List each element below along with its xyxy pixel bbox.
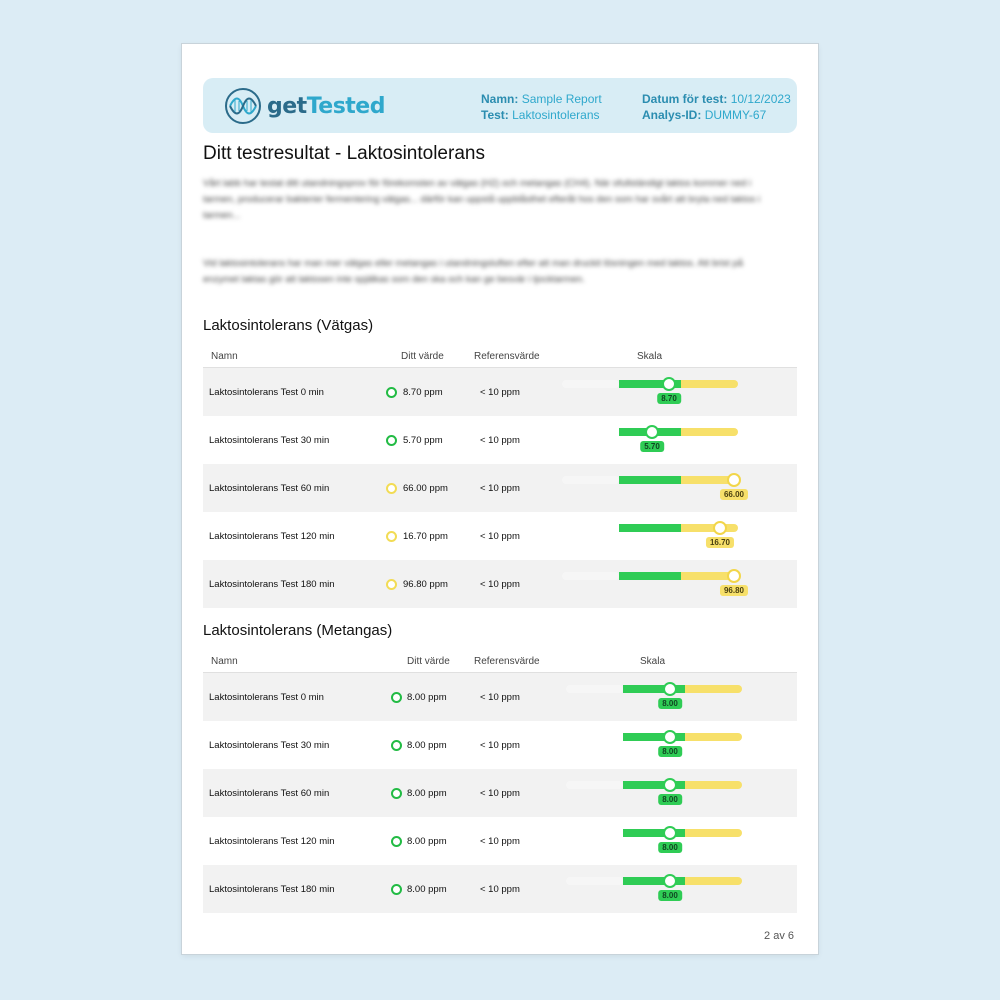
scale-marker bbox=[663, 874, 677, 888]
row-name: Laktosintolerans Test 120 min bbox=[209, 531, 335, 542]
status-dot-icon bbox=[391, 836, 402, 847]
table-row bbox=[203, 673, 797, 721]
table-header bbox=[203, 652, 797, 673]
scale-value-tag: 8.70 bbox=[657, 393, 681, 404]
scale-marker bbox=[663, 778, 677, 792]
scale-marker bbox=[663, 730, 677, 744]
scale-bar bbox=[566, 865, 746, 913]
scale-track-high bbox=[681, 428, 738, 436]
scale-track-low bbox=[566, 877, 623, 885]
name-label: Namn: bbox=[481, 92, 519, 106]
row-name: Laktosintolerans Test 30 min bbox=[209, 740, 330, 751]
row-reference: < 10 ppm bbox=[480, 740, 520, 751]
status-dot-icon bbox=[386, 483, 397, 494]
scale-marker bbox=[727, 569, 741, 583]
row-value: 16.70 ppm bbox=[403, 531, 448, 542]
gettested-logo bbox=[223, 86, 385, 126]
section-title-metangas: Laktosintolerans (Metangas) bbox=[203, 622, 393, 639]
scale-bar bbox=[562, 368, 742, 416]
scale-value-tag: 8.00 bbox=[658, 890, 682, 901]
table-row bbox=[203, 865, 797, 913]
scale-track-normal bbox=[619, 524, 681, 532]
dna-logo-icon bbox=[223, 86, 263, 126]
scale-track-normal bbox=[619, 572, 681, 580]
row-reference: < 10 ppm bbox=[480, 788, 520, 799]
row-name: Laktosintolerans Test 180 min bbox=[209, 884, 335, 895]
row-name: Laktosintolerans Test 60 min bbox=[209, 788, 330, 799]
scale-track-low bbox=[566, 781, 623, 789]
scale-bar bbox=[566, 673, 746, 721]
page-title: Ditt testresultat - Laktosintolerans bbox=[203, 143, 485, 164]
status-dot-icon bbox=[391, 740, 402, 751]
table-row bbox=[203, 769, 797, 817]
row-value: 8.70 ppm bbox=[403, 387, 443, 398]
status-dot-icon bbox=[386, 387, 397, 398]
row-reference: < 10 ppm bbox=[480, 531, 520, 542]
blurred-paragraph: Vid laktosintolerans har man mer vätgas eller metangas i utandningsluften efter att man druckit lösningen med laktos. Att brist på enzymet laktas gör att laktosen inte spjälkas som den ska och kan ge besvär i tjocktarmen. bbox=[203, 258, 744, 285]
row-name: Laktosintolerans Test 0 min bbox=[209, 387, 324, 398]
scale-track-low bbox=[562, 572, 619, 580]
scale-marker bbox=[662, 377, 676, 391]
scale-track-low bbox=[562, 476, 619, 484]
status-dot-icon bbox=[391, 788, 402, 799]
scale-bar bbox=[566, 817, 746, 865]
scale-bar bbox=[562, 560, 745, 608]
logo-tested: Tested bbox=[306, 93, 385, 119]
blurred-paragraph: Vårt labb har testat ditt utandningsprov för förekomsten av vätgas (H2) och metangas (CH4). När ofullständigt laktos kommer ned i tarmen, producerar bakterier fermentering vätgas... därför kan uppstå uppblåsthet efteråt hos den som har svårt att bryta ned laktos i tarmen... bbox=[203, 178, 761, 221]
header-name: Namn bbox=[211, 656, 238, 667]
row-value: 96.80 ppm bbox=[403, 579, 448, 590]
scale-track-high bbox=[685, 733, 742, 741]
header-name: Namn bbox=[211, 351, 238, 362]
report-header bbox=[203, 78, 797, 133]
table-row bbox=[203, 464, 797, 512]
date-label: Datum för test: bbox=[642, 92, 728, 106]
row-name: Laktosintolerans Test 120 min bbox=[209, 836, 335, 847]
row-reference: < 10 ppm bbox=[480, 483, 520, 494]
header-scale: Skala bbox=[640, 656, 666, 667]
header-value: Ditt värde bbox=[401, 351, 444, 362]
scale-marker bbox=[645, 425, 659, 439]
row-value: 8.00 ppm bbox=[407, 788, 447, 799]
row-reference: < 10 ppm bbox=[480, 435, 520, 446]
date-value: 10/12/2023 bbox=[730, 92, 791, 106]
section-title-vatgas: Laktosintolerans (Vätgas) bbox=[203, 317, 374, 334]
test-label: Test: bbox=[481, 108, 509, 122]
analysis-id-value: DUMMY-67 bbox=[704, 108, 767, 122]
logo-get: get bbox=[267, 93, 307, 119]
header-meta-left bbox=[481, 91, 602, 123]
row-value: 8.00 ppm bbox=[407, 692, 447, 703]
scale-marker bbox=[663, 826, 677, 840]
scale-track-high bbox=[681, 380, 738, 388]
table-header bbox=[203, 347, 797, 368]
scale-value-tag: 16.70 bbox=[706, 537, 734, 548]
scale-marker bbox=[713, 521, 727, 535]
scale-track-high bbox=[685, 781, 742, 789]
header-scale: Skala bbox=[637, 351, 663, 362]
row-name: Laktosintolerans Test 60 min bbox=[209, 483, 330, 494]
status-dot-icon bbox=[386, 435, 397, 446]
scale-bar bbox=[562, 416, 742, 464]
row-value: 66.00 ppm bbox=[403, 483, 448, 494]
row-reference: < 10 ppm bbox=[480, 579, 520, 590]
row-reference: < 10 ppm bbox=[480, 836, 520, 847]
scale-track-low bbox=[566, 685, 623, 693]
test-value: Laktosintolerans bbox=[512, 108, 600, 122]
row-value: 5.70 ppm bbox=[403, 435, 443, 446]
row-reference: < 10 ppm bbox=[480, 692, 520, 703]
scale-marker bbox=[727, 473, 741, 487]
scale-value-tag: 66.00 bbox=[720, 489, 748, 500]
row-value: 8.00 ppm bbox=[407, 836, 447, 847]
status-dot-icon bbox=[386, 531, 397, 542]
scale-bar bbox=[566, 721, 746, 769]
scale-value-tag: 5.70 bbox=[640, 441, 664, 452]
table-row bbox=[203, 416, 797, 464]
scale-value-tag: 8.00 bbox=[658, 842, 682, 853]
scale-track-high bbox=[685, 685, 742, 693]
row-name: Laktosintolerans Test 30 min bbox=[209, 435, 330, 446]
status-dot-icon bbox=[391, 692, 402, 703]
scale-marker bbox=[663, 682, 677, 696]
scale-bar bbox=[562, 464, 745, 512]
row-value: 8.00 ppm bbox=[407, 884, 447, 895]
row-name: Laktosintolerans Test 180 min bbox=[209, 579, 335, 590]
table-row bbox=[203, 721, 797, 769]
scale-value-tag: 8.00 bbox=[658, 698, 682, 709]
row-value: 8.00 ppm bbox=[407, 740, 447, 751]
scale-bar bbox=[562, 512, 742, 560]
scale-track-high bbox=[685, 829, 742, 837]
scale-value-tag: 8.00 bbox=[658, 746, 682, 757]
status-dot-icon bbox=[386, 579, 397, 590]
table-row bbox=[203, 817, 797, 865]
scale-value-tag: 96.80 bbox=[720, 585, 748, 596]
page-number: 2 av 6 bbox=[764, 930, 794, 942]
analysis-id-label: Analys-ID: bbox=[642, 108, 702, 122]
logo-wordmark bbox=[267, 94, 385, 119]
results-table-vatgas bbox=[203, 347, 797, 608]
status-dot-icon bbox=[391, 884, 402, 895]
row-name: Laktosintolerans Test 0 min bbox=[209, 692, 324, 703]
header-reference: Referensvärde bbox=[474, 656, 540, 667]
scale-track-high bbox=[685, 877, 742, 885]
table-row bbox=[203, 512, 797, 560]
scale-bar bbox=[566, 769, 746, 817]
table-row bbox=[203, 368, 797, 416]
row-reference: < 10 ppm bbox=[480, 387, 520, 398]
row-reference: < 10 ppm bbox=[480, 884, 520, 895]
table-row bbox=[203, 560, 797, 608]
results-table-metangas bbox=[203, 652, 797, 913]
scale-value-tag: 8.00 bbox=[658, 794, 682, 805]
header-value: Ditt värde bbox=[407, 656, 450, 667]
scale-track-normal bbox=[619, 476, 681, 484]
header-meta-right bbox=[642, 91, 791, 123]
report-page bbox=[182, 44, 818, 954]
scale-track-low bbox=[562, 380, 619, 388]
header-reference: Referensvärde bbox=[474, 351, 540, 362]
name-value: Sample Report bbox=[521, 92, 602, 106]
scale-track-high bbox=[681, 524, 738, 532]
